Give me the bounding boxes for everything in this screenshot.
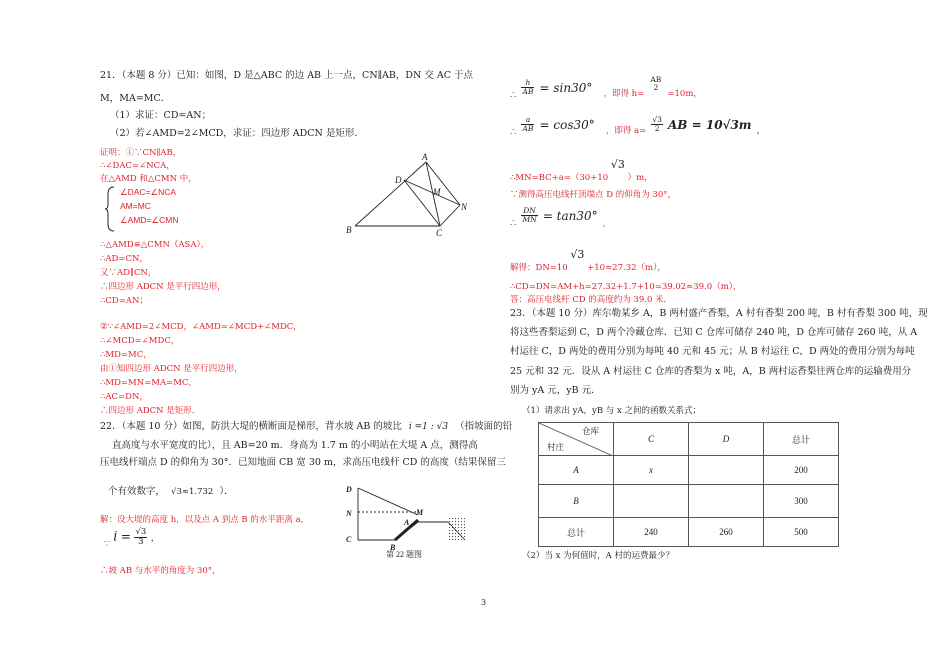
sol22-line3: ∴坡 AB 与水平的角度为 30°， [100, 566, 221, 576]
eq1-fnum: AB [650, 75, 662, 84]
eq1-symbol: ∴ [510, 89, 517, 101]
eq3-symbol: ∴ [510, 218, 517, 229]
table-cell: 500 [764, 518, 839, 547]
brace-line: ∠DAC=∠NCA [120, 187, 177, 197]
sol22-line1: 解：设大堤的高度 h，以及点 A 到点 B 的水平距离 a， [100, 515, 310, 525]
eq3-end: ， [602, 219, 612, 229]
table-cell [689, 456, 764, 485]
sol22-symbol: ∵ [104, 539, 110, 550]
answer-line: 答：高压电线杆 CD 的高度约为 39.0 米． [510, 295, 673, 305]
eq1-mid: ，即得 h= [603, 88, 645, 99]
eq1-den: AB [522, 86, 534, 96]
sol22-eq [104, 528, 160, 551]
page-number: 3 [481, 598, 487, 607]
fig21-label-B: B [346, 225, 352, 235]
sol22-comma: ， [150, 533, 160, 544]
fig22-caption: 第 22 题图 [386, 550, 422, 559]
proof2-line: ∴MD=MN=MA=MC， [100, 378, 197, 388]
q21-line2: M，MA=MC． [100, 93, 171, 104]
q22-line4 [108, 486, 234, 498]
proof2-line: ②∵∠AMD=2∠MCD，∠AMD=∠MCD+∠MDC， [100, 322, 302, 332]
eq3-fraction [521, 207, 537, 224]
brace-icon [104, 186, 116, 232]
q22-line3: 压电线杆端点 D 的仰角为 30°．已知地面 CB 宽 30 m，求高压电线杆 CD 的高度（结果保留三 [100, 457, 506, 468]
sol22-fraction [134, 528, 147, 547]
q23-part2: （2）当 x 为何值时，A 村的运费最少？ [522, 551, 674, 561]
q22-line4-text: 个有效数字， [108, 486, 166, 497]
transport-table [538, 422, 839, 547]
proof2-line: 由①知四边形 ADCN 是平行四边形， [100, 364, 243, 374]
eq2-num: a [521, 116, 534, 125]
eq3 [510, 205, 611, 231]
table-cell: 240 [614, 518, 689, 547]
q23-line: 25 元和 32 元．设从 A 村运往 C 仓库的香梨为 x 吨，A，B 两村运香梨往两仓库的运输费用分 [510, 366, 912, 377]
fig22-label-A: A [404, 518, 410, 527]
q22-line4-end: ）． [219, 486, 234, 497]
mn-line [510, 158, 653, 184]
eq1 [510, 76, 702, 102]
proof1b-line: ∴AD=CN， [100, 254, 148, 264]
mn-end: ）m， [627, 173, 653, 183]
solve-text: 解得：DN=10 [510, 263, 568, 273]
q23-part1: （1）请求出 yA，yB 与 x 之间的函数关系式； [522, 406, 701, 416]
fig22-label-M: M [416, 508, 424, 517]
solve-line [510, 248, 666, 274]
q23-line: 别为 yA 元，yB 元． [510, 385, 601, 396]
sol22-eq-sign: = [120, 529, 131, 544]
q22-line1-text: 22．（本题 10 分）如图，防洪大堤的横断面是梯形，背水坡 AB 的坡比 [100, 421, 402, 432]
table-col-header: D [689, 423, 764, 456]
eq2 [510, 114, 765, 140]
solve-end: +10≈27.32（m）， [587, 263, 666, 273]
fig21-label-A: A [422, 152, 428, 162]
fig21-label-N: N [461, 202, 468, 212]
sol22-den: 3 [138, 536, 144, 547]
q22-line1 [100, 421, 512, 433]
corner-bottom: 村庄 [547, 442, 565, 452]
fig21-label-D: D [395, 175, 402, 185]
eq2-den: AB [522, 124, 534, 133]
q23-line: 村运往 C，D 两处的费用分别为每吨 40 元和 45 元；从 B 村运往 C，D 两处的费用分别为每吨 [510, 346, 915, 357]
q21-part2: （2）若∠AMD=2∠MCD，求证：四边形 ADCN 是矩形． [110, 128, 364, 139]
q23-line: 23．（本题 10 分）库尔勒某乡 A，B 两村盛产香梨，A 村有香梨 200 吨，B 村有香梨 300 吨，现 [510, 308, 928, 319]
mn-sqrt: √3 [610, 158, 625, 171]
figure-22 [340, 478, 480, 560]
fig22-label-N: N [346, 509, 352, 518]
eq1-fden: 2 [653, 82, 659, 92]
river-hatch [448, 518, 466, 540]
sqrt3-approx: √3≈1.732 [171, 487, 214, 497]
eq1-frac2 [649, 76, 662, 92]
table-cell: A [539, 456, 614, 485]
brace-line: ∠AMD=∠CMN [120, 215, 179, 225]
fig21-label-C: C [436, 228, 443, 238]
proof1b-line: ∴CD=AN； [100, 296, 148, 306]
fig22-label-B: B [390, 543, 396, 552]
table-col-header: C [614, 423, 689, 456]
eq2-rhs: = cos30° [539, 118, 595, 132]
corner-top: 仓库 [581, 426, 599, 436]
eq2-mid: ，即得 a= [605, 126, 647, 136]
fig22-label-C: C [346, 535, 352, 544]
q21-part1: （1）求证：CD=AN； [110, 110, 212, 121]
sol22-num: √3 [135, 527, 147, 537]
table-cell [689, 485, 764, 518]
table-cell: 300 [764, 485, 839, 518]
eq1-fraction [521, 79, 534, 96]
table-cell: 200 [764, 456, 839, 485]
proof2-line: ∴四边形 ADCN 是矩形． [100, 406, 201, 416]
proof1-line: ∴∠DAC=∠NCA， [100, 161, 175, 171]
fig22-label-D: D [346, 485, 352, 494]
proof1b-line: 又∵AD∥CN， [100, 268, 157, 278]
proof1b-line: ∴△AMD≌△CMN（ASA）， [100, 240, 210, 250]
proof2-line: ∴MD=MC， [100, 350, 152, 360]
proof2-line: ∴∠MCD=∠MDC， [100, 336, 180, 346]
solve-sqrt: √3 [570, 248, 585, 261]
eq2-fnum: √3 [652, 115, 662, 125]
cd-line: ∴CD=DN=AM+h=27.32+1.7+10=39.02≈39.0（m）， [510, 282, 742, 292]
q23-line: 将这些香梨运到 C，D 两个冷藏仓库．已知 C 仓库可储存 240 吨，D 仓库可储存 260 吨，从 A [510, 327, 918, 338]
proof2-line: ∴AC=DN， [100, 392, 148, 402]
eq2-end: ， [756, 126, 766, 136]
eq1-end: =10m， [667, 88, 702, 99]
table-cell: x [614, 456, 689, 485]
fig21-label-M: M [433, 187, 441, 197]
slope-ratio: i =1 : √3 [408, 422, 449, 432]
table-header-corner [539, 423, 614, 456]
sol22-i: i [113, 529, 118, 545]
brace-line: AM=MC [120, 201, 151, 211]
table-cell: 260 [689, 518, 764, 547]
eq1-rhs: = sin30° [539, 80, 593, 95]
table-cell: B [539, 485, 614, 518]
eq2-fraction [521, 116, 534, 133]
eq3-den: MN [522, 215, 537, 224]
figure-21 [340, 150, 480, 240]
eq2-symbol: ∴ [510, 127, 517, 138]
q22-line1-end: （指坡面的铅 [455, 421, 513, 432]
eq2-fden: 2 [654, 124, 660, 133]
proof1b-line: ∴四边形 ADCN 是平行四边形， [100, 282, 226, 292]
eq1-num: h [521, 79, 534, 88]
angle-line: ∵测得高压电线杆顶端点 D 的仰角为 30°， [510, 190, 676, 200]
table-cell [614, 485, 689, 518]
q21-line1: 21．（本题 8 分）已知：如图，D 是△ABC 的边 AB 上一点，CN∥AB，DN 交 AC 于点 [100, 70, 473, 81]
eq2-frac2 [651, 116, 663, 133]
proof1-line: 证明：①∵CN∥AB， [100, 148, 182, 158]
table-cell: 总计 [539, 518, 614, 547]
eq3-rhs: = tan30° [542, 209, 598, 223]
eq3-num: DN [523, 206, 536, 216]
proof1-line: 在△AMD 和△CMN 中， [100, 174, 197, 184]
mn-text: ∴MN=BC+a=（30+10 [510, 173, 609, 183]
eq2-big: AB = 10√3m [668, 118, 752, 132]
q22-line2: 直高度与水平宽度的比），且 AB=20 m．身高为 1.7 m 的小明站在大堤 A 点，测得高 [112, 440, 478, 451]
table-col-header: 总计 [764, 423, 839, 456]
